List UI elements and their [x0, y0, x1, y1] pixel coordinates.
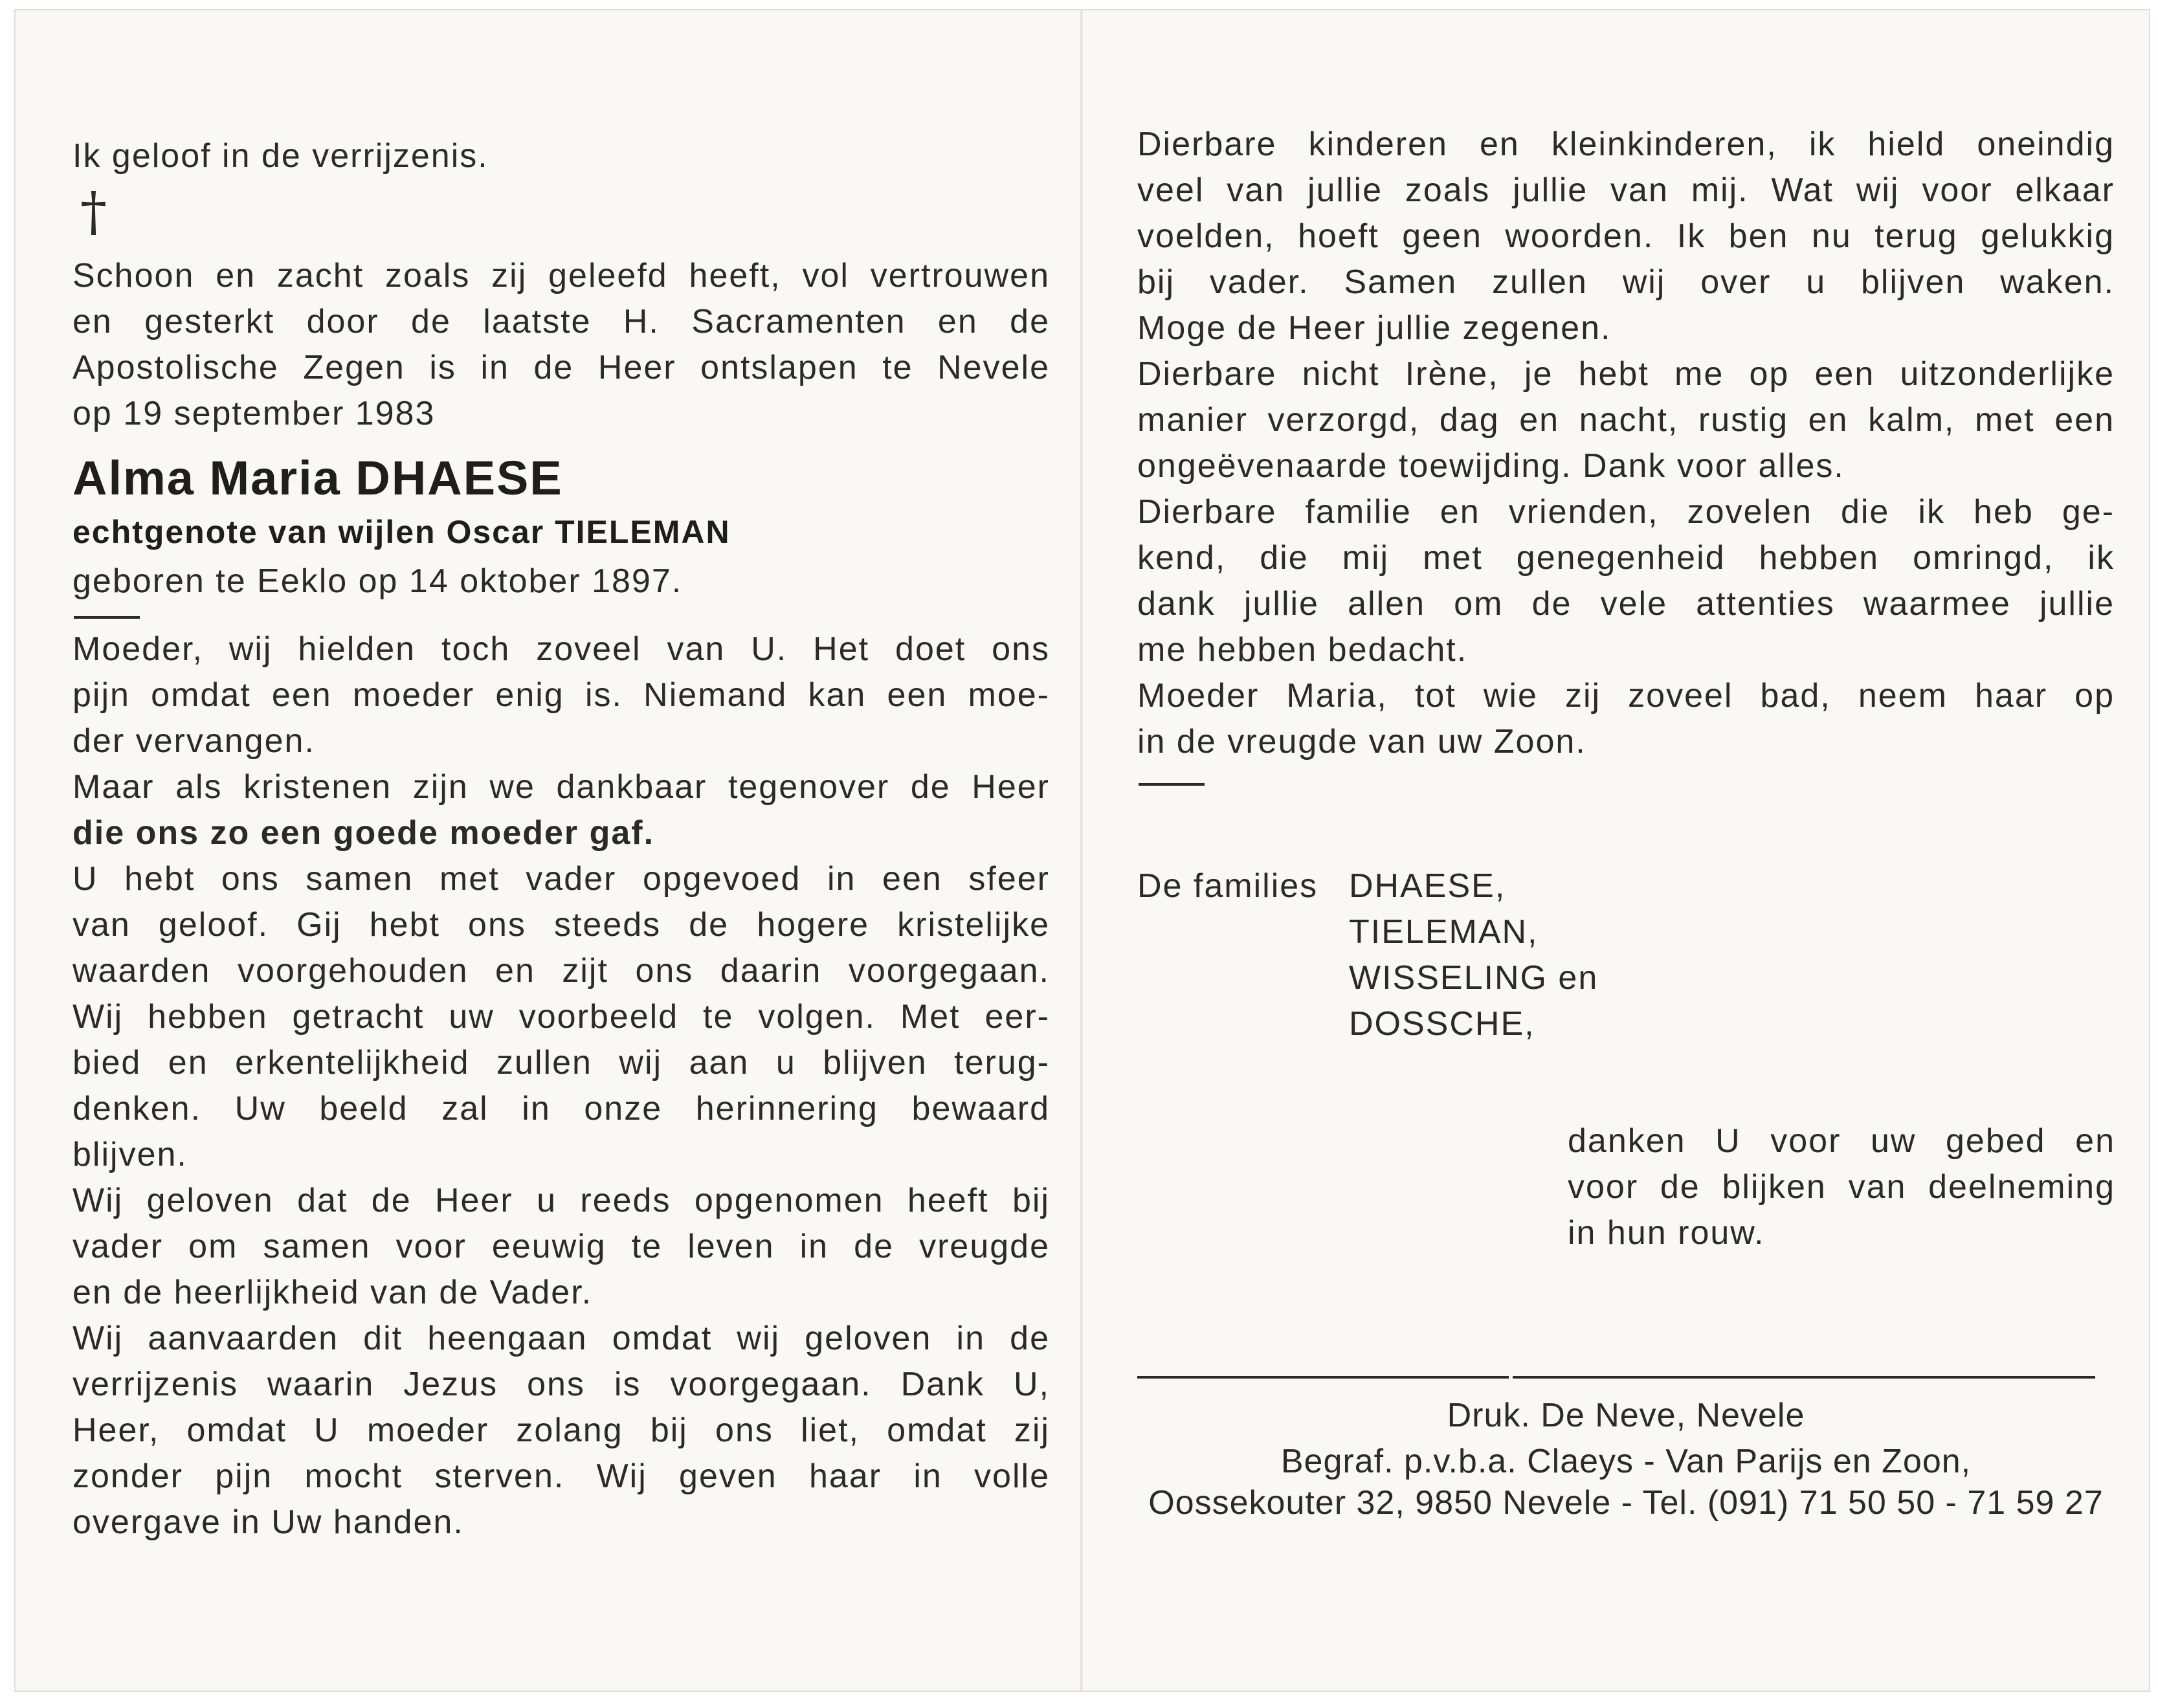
text-line: veel van jullie zoals jullie van mij. Wat wij voor elkaar [1137, 172, 2115, 209]
text-line: Maar als kristenen zijn we dankbaar tegenover de Heer [72, 768, 1050, 806]
text-line: van geloof. Gij hebt ons steeds de hogere kristelijke [72, 906, 1050, 944]
text-line: zonder pijn mocht sterven. Wij geven haar in volle [72, 1458, 1050, 1495]
text-line: bied en erkentelijkheid zullen wij aan u blijven terug- [72, 1044, 1050, 1081]
personal-message [1137, 122, 2115, 765]
text-line: waarden voorgehouden en zijt ons daarin voorgegaan. [72, 952, 1050, 990]
text-line: die ons zo een goede moeder gaf. [72, 814, 655, 852]
notice-line: op 19 september 1983 [72, 395, 436, 432]
thanks-block [1568, 1118, 2115, 1256]
text-line: denken. Uw beeld zal in onze herinnering bewaard [72, 1090, 1050, 1127]
text-line: Moeder, wij hielden toch zoveel van U. Het doet ons [72, 630, 1050, 668]
cross-icon: † [80, 181, 107, 243]
text-line: manier verzorgd, dag en nacht, rustig en kalm, met een [1137, 401, 2115, 439]
text-line: en de heerlijkheid van de Vader. [72, 1274, 593, 1311]
left-page [72, 133, 1050, 1546]
text-line: Wij geloven dat de Heer u reeds opgenomen heeft bij [72, 1182, 1050, 1219]
text-line: Moeder Maria, tot wie zij zoveel bad, neem haar op [1137, 677, 2115, 715]
text-line: in de vreugde van uw Zoon. [1137, 723, 1586, 760]
birth-line: geboren te Eeklo op 14 oktober 1897. [72, 562, 683, 600]
text-line: vader om samen voor eeuwig te leven in de vreugde [72, 1228, 1050, 1265]
thanks-line: danken U voor uw gebed en [1568, 1122, 2115, 1160]
text-line: der vervangen. [72, 722, 315, 760]
text-line: Heer, omdat U moeder zolang bij ons liet, omdat zij [72, 1412, 1050, 1449]
family-name: TIELEMAN, [1349, 913, 1539, 951]
text-line: Wij hebben getracht uw voorbeeld te volgen. Met eer- [72, 998, 1050, 1036]
families-label: De families [1137, 867, 1318, 905]
text-line: Dierbare kinderen en kleinkinderen, ik hield oneindig [1137, 126, 2115, 163]
family-name: DOSSCHE, [1349, 1005, 1535, 1043]
printer-line: Begraf. p.v.b.a. Claeys - Van Parijs en Zoon, [1280, 1443, 1972, 1480]
divider [1139, 783, 1205, 786]
footer-rule [1137, 1376, 2095, 1379]
text-line: dank jullie allen om de vele attenties waarmee jullie [1137, 585, 2115, 623]
text-line: Dierbare nicht Irène, je hebt me op een uitzonderlijke [1137, 355, 2115, 393]
printer-line: Oossekouter 32, 9850 Nevele - Tel. (091) 71 50 50 - 71 59 27 [1148, 1484, 2104, 1522]
families-block [1137, 863, 2115, 1047]
divider [74, 616, 140, 619]
text-line: Wij aanvaarden dit heengaan omdat wij geloven in de [72, 1320, 1050, 1357]
text-line: me hebben bedacht. [1137, 631, 1468, 669]
text-line: bij vader. Samen zullen wij over u blijven waken. [1137, 263, 2115, 301]
thanks-line: in hun rouw. [1568, 1214, 1765, 1252]
text-line: voelden, hoeft geen woorden. Ik ben nu terug gelukkig [1137, 217, 2115, 255]
text-line: Moge de Heer jullie zegenen. [1137, 309, 1612, 347]
printer-info [1137, 1393, 2115, 1521]
family-name: WISSELING en [1349, 959, 1599, 997]
text-line: blijven. [72, 1136, 188, 1173]
card-fold [1080, 10, 1083, 1691]
memorial-card [14, 9, 2150, 1692]
printer-line: Druk. De Neve, Nevele [1447, 1397, 1805, 1434]
text-line: ongeëvenaarde toewijding. Dank voor alles. [1137, 447, 1845, 485]
farewell-text [72, 627, 1050, 1546]
text-line: verrijzenis waarin Jezus ons is voorgegaan. Dank U, [72, 1366, 1050, 1403]
spouse-line: echtgenote van wijlen Oscar TIELEMAN [72, 514, 731, 550]
notice-line: en gesterkt door de laatste H. Sacramenten en de [72, 303, 1050, 340]
deceased-name: Alma Maria DHAESE [72, 451, 563, 505]
notice-line: Apostolische Zegen is in de Heer ontslapen te Nevele [72, 349, 1050, 386]
death-notice [72, 253, 1050, 437]
text-line: Dierbare familie en vrienden, zovelen die ik heb ge- [1137, 493, 2115, 531]
text-line: pijn omdat een moeder enig is. Niemand kan een moe- [72, 676, 1050, 714]
text-line: U hebt ons samen met vader opgevoed in een sfeer [72, 860, 1050, 898]
right-page [1137, 122, 2115, 1521]
opening-line: Ik geloof in de verrijzenis. [72, 137, 489, 175]
family-name: DHAESE, [1349, 867, 1506, 905]
text-line: kend, die mij met genegenheid hebben omringd, ik [1137, 539, 2115, 577]
notice-line: Schoon en zacht zoals zij geleefd heeft, vol vertrouwen [72, 257, 1050, 294]
thanks-line: voor de blijken van deelneming [1568, 1168, 2115, 1206]
text-line: overgave in Uw handen. [72, 1503, 464, 1541]
